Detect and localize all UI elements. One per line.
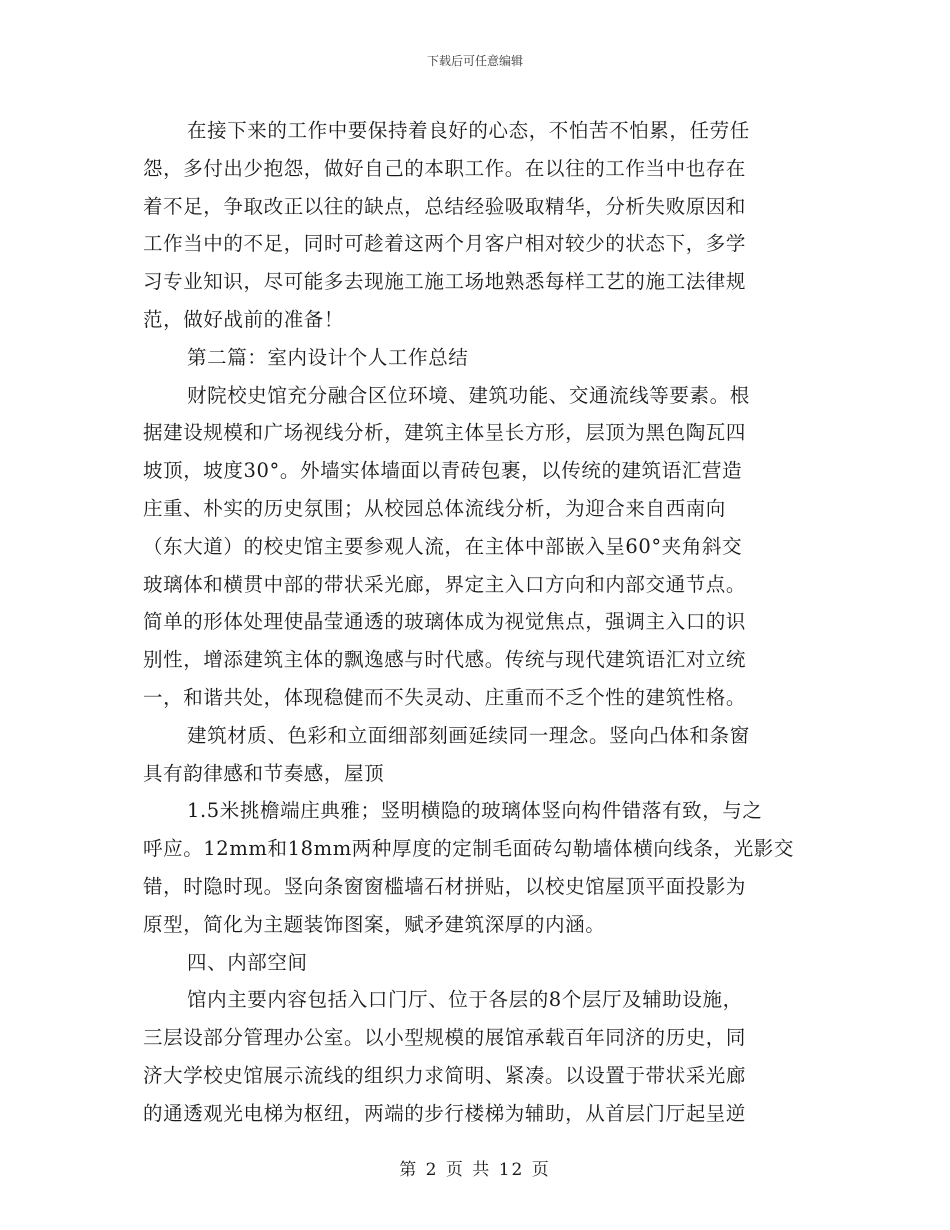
text-line: 范，做好战前的准备！ — [143, 307, 345, 331]
text-line: 呼应。12mm和18mm两种厚度的定制毛面砖勾勒墙体横向线条，光影交 — [143, 837, 794, 861]
text-line: 原型，简化为主题装饰图案，赋矛建筑深厚的内涵。 — [143, 912, 606, 936]
text-line: 怨，多付出少抱怨，做好自己的本职工作。在以往的工作当中也存在 — [143, 156, 747, 180]
page-footer: 第 2 页 共 12 页 — [399, 1160, 551, 1180]
text-line: 庄重、朴实的历史氛围；从校园总体流线分析，为迎合来自西南向 — [143, 496, 726, 520]
text-line: 坡顶，坡度30°。外墙实体墙面以青砖包裹，以传统的建筑语汇营造 — [143, 459, 743, 483]
text-line: 工作当中的不足，同时可趁着这两个月客户相对较少的状态下，多学 — [143, 232, 747, 256]
text-line: 济大学校史馆展示流线的组织力求简明、紧凑。以设置于带状采光廊 — [143, 1063, 747, 1087]
text-line: 1.5米挑檐端庄典雅；竖明横隐的玻璃体竖向构件错落有致，与之 — [187, 799, 763, 823]
text-line: 馆内主要内容包括入口门厅、位于各层的8个层厅及辅助设施， — [187, 988, 743, 1012]
text-line: 据建设规模和广场视线分析，建筑主体呈长方形，层顶为黑色陶瓦四 — [143, 421, 747, 445]
text-line: 建筑材质、色彩和立面细部刻画延续同一理念。竖向凸体和条窗 — [187, 723, 750, 747]
text-line: 财院校史馆充分融合区位环境、建筑功能、交通流线等要素。根 — [187, 383, 750, 407]
text-line: 错，时隐时现。竖向条窗窗槛墙石材拼贴，以校史馆屋顶平面投影为 — [143, 874, 747, 898]
text-line: （东大道）的校史馆主要参观人流，在主体中部嵌入呈60°夹角斜交 — [143, 534, 743, 558]
document-body — [143, 112, 823, 1133]
text-line: 别性，增添建筑主体的飘逸感与时代感。传统与现代建筑语汇对立统 — [143, 648, 747, 672]
page-header: 下载后可任意编辑 — [426, 54, 523, 68]
text-line: 玻璃体和横贯中部的带状采光廊，界定主入口方向和内部交通节点。 — [143, 572, 747, 596]
text-line: 具有韵律感和节奏感，屋顶 — [143, 761, 385, 785]
text-line: 的通透观光电梯为枢纽，两端的步行楼梯为辅助，从首层门厅起呈逆 — [143, 1101, 747, 1125]
text-line: 简单的形体处理使晶莹通透的玻璃体成为视觉焦点，强调主入口的识 — [143, 610, 747, 634]
text-line: 着不足，争取改正以往的缺点，总结经验吸取精华，分析失败原因和 — [143, 194, 747, 218]
text-line: 习专业知识，尽可能多去现施工施工场地熟悉每样工艺的施工法律规 — [143, 270, 747, 294]
text-line: 在接下来的工作中要保持着良好的心态，不怕苦不怕累，任劳任 — [187, 119, 750, 142]
text-line: 三层设部分管理办公室。以小型规模的展馆承载百年同济的历史，同 — [143, 1026, 747, 1050]
text-line: 第二篇：室内设计个人工作总结 — [187, 345, 469, 369]
text-line: 四、内部空间 — [187, 950, 308, 974]
text-line: 一，和谐共处，体现稳健而不失灵动、庄重而不乏个性的建筑性格。 — [143, 685, 747, 709]
